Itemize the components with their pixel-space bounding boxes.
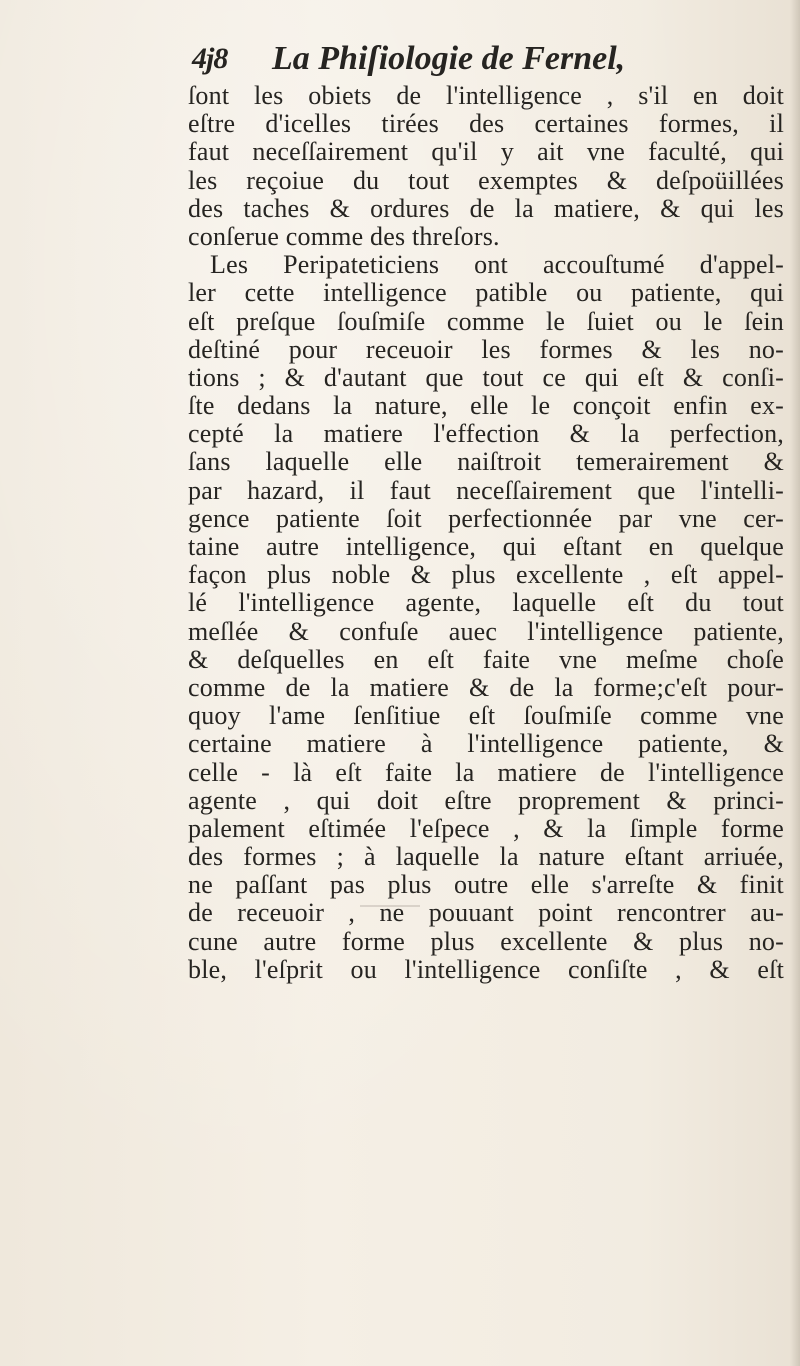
text-line: cepté la matiere l'effection & la perfection,	[188, 419, 784, 449]
text-line: palement eſtimée l'eſpece , & la ſimple forme	[188, 813, 784, 843]
text-line: celle - là eſt faite la matiere de l'intelligence	[188, 757, 784, 787]
text-line: faut neceſſairement qu'il y ait vne faculté, qui	[188, 137, 784, 167]
text-line: ſans laquelle elle naiſtroit temerairement &	[188, 447, 784, 477]
text-line: lé l'intelligence agente, laquelle eſt du tout	[188, 588, 784, 618]
text-line: les reçoiue du tout exemptes & deſpoüillées	[188, 165, 784, 195]
text-line: des taches & ordures de la matiere, & qui les	[188, 193, 784, 223]
text-line: gence patiente ſoit perfectionnée par vne cer-	[188, 503, 784, 533]
text-line: taine autre intelligence, qui eſtant en quelque	[188, 532, 784, 561]
text-line: comme de la matiere & de la forme;c'eſt pour-	[188, 672, 784, 702]
text-line: tions ; & d'autant que tout ce qui eſt & conſi-	[188, 362, 784, 392]
text-line: meſlée & confuſe auec l'intelligence patiente,	[188, 616, 784, 646]
text-line: quoy l'ame ſenſitiue eſt ſouſmiſe comme vne	[188, 701, 784, 731]
ink-smudge	[360, 905, 420, 907]
running-title: La Phiſiologie de Fernel,	[272, 40, 626, 77]
text-line: eſt preſque ſouſmiſe comme le ſuiet ou le ſein	[188, 306, 784, 336]
text-line: agente , qui doit eſtre proprement & princi-	[188, 785, 784, 815]
text-line: deſtiné pour receuoir les formes & les no-	[188, 334, 784, 364]
text-line: de receuoir , ne pouuant point rencontrer au-	[188, 898, 784, 928]
text-line: ble, l'eſprit ou l'intelligence conſiſte , & eſt	[188, 954, 784, 984]
text-line: & deſquelles en eſt faite vne meſme choſe	[188, 644, 784, 674]
text-line: ne paſſant pas plus outre elle s'arreſte & finit	[188, 870, 784, 900]
page-number: 4j8	[192, 42, 228, 75]
text-line: ſte dedans la nature, elle le conçoit enfin ex-	[188, 391, 784, 421]
text-line: par hazard, il faut neceſſairement que l'intelli-	[188, 475, 784, 505]
text-line: ſont les obiets de l'intelligence , s'il en doit	[188, 81, 784, 110]
text-line: cune autre forme plus excellente & plus no-	[188, 926, 784, 956]
text-line: eſtre d'icelles tirées des certaines formes, il	[188, 109, 784, 139]
paragraph-start-line: Les Peripateticiens ont accouſtumé d'appel-	[210, 250, 784, 280]
body-text	[188, 82, 784, 984]
text-line: des formes ; à laquelle la nature eſtant arriuée,	[188, 842, 784, 872]
text-line: ler cette intelligence patible ou patiente, qui	[188, 278, 784, 308]
text-line: conſerue comme des threſors.	[188, 221, 500, 251]
text-line: certaine matiere à l'intelligence patiente, &	[188, 729, 784, 759]
page-gutter-shadow	[790, 0, 800, 1366]
text-line: façon plus noble & plus excellente , eſt appel-	[188, 560, 784, 590]
